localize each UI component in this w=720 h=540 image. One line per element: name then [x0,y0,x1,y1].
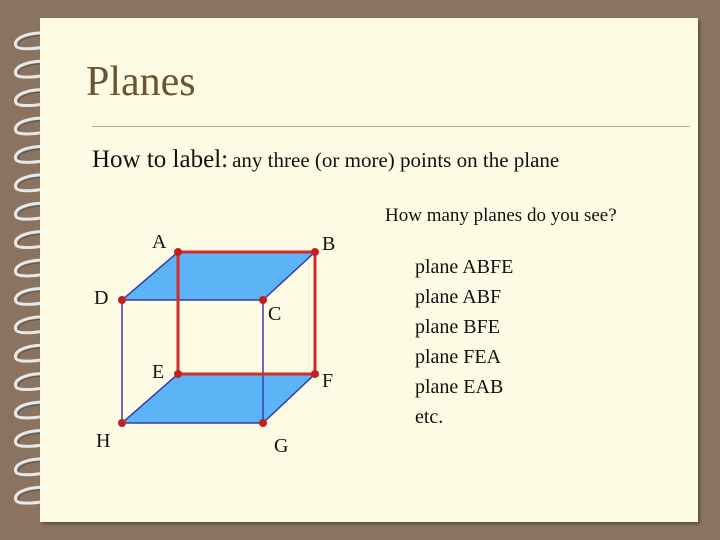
subtitle-rest: any three (or more) points on the plane [232,148,560,172]
label-a: A [152,231,167,253]
answer-item: plane FEA [415,346,502,368]
label-e: E [152,361,165,383]
point-d [118,296,126,304]
answer-item: plane BFE [415,316,500,338]
question-text: How many planes do you see? [385,205,617,226]
bottom-plane [122,374,315,423]
answer-item: plane EAB [415,376,504,398]
label-h: H [96,430,111,452]
label-c: C [268,303,282,325]
subtitle-lead: How to label: [92,146,229,173]
point-f [311,370,319,378]
point-b [311,248,319,256]
label-b: B [322,233,336,255]
answer-item: plane ABFE [415,256,514,278]
point-g [259,419,267,427]
point-c [259,296,267,304]
answer-item: plane ABF [415,286,502,308]
label-g: G [274,435,289,457]
label-d: D [94,287,109,309]
point-a [174,248,182,256]
point-e [174,370,182,378]
point-h [118,419,126,427]
answer-item: etc. [415,406,444,428]
top-plane [122,252,315,300]
slide-title: Planes [86,59,196,105]
label-f: F [322,370,334,392]
